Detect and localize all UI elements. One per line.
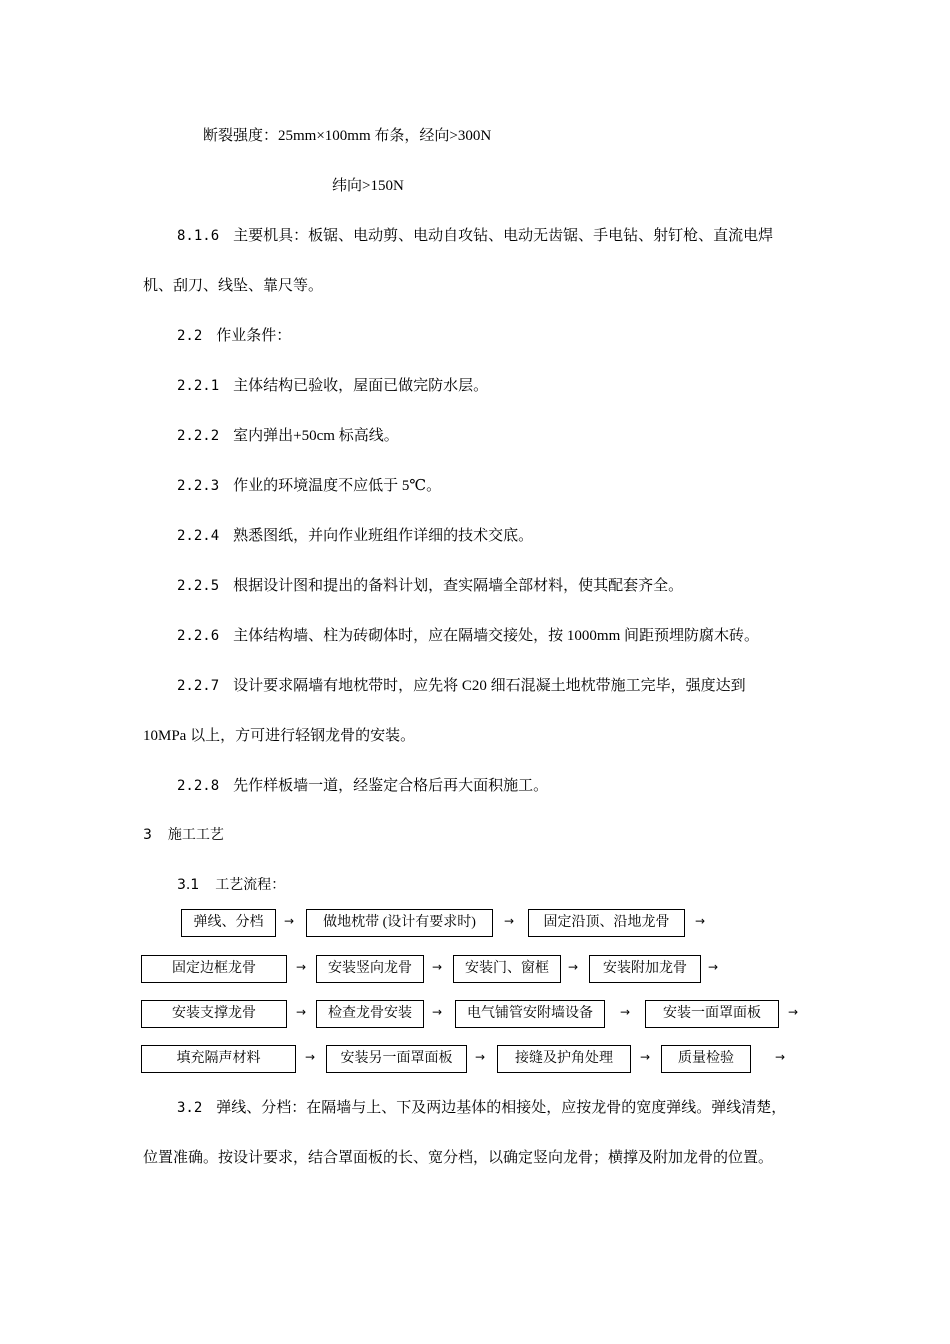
flow-step-4: 固定边框龙骨 xyxy=(141,955,287,983)
section-number: 2.2.3 xyxy=(177,478,220,494)
line-text: 弹线、分档：在隔墙与上、下及两边基体的相接处，应按龙骨的宽度弹线。弹线清楚， xyxy=(216,1100,787,1116)
line-text: 熟悉图纸，并向作业班组作详细的技术交底。 xyxy=(233,528,534,544)
section-number: 2.2.5 xyxy=(177,578,220,594)
section-number: 2.2.6 xyxy=(177,628,220,644)
line-text: 设计要求隔墙有地枕带时，应先将 C20 细石混凝土地枕带施工完毕，强度达到 xyxy=(233,678,746,694)
flow-step-2: 做地枕带 (设计有要求时) xyxy=(306,909,493,937)
line-text: 室内弹出+50cm 标高线。 xyxy=(233,428,399,444)
section-2-2 xyxy=(177,326,291,346)
section-8-1-6 xyxy=(177,226,773,246)
weft-strength-line xyxy=(332,176,404,196)
arrow-icon: → xyxy=(640,1050,651,1064)
section-3-2-continued xyxy=(143,1148,773,1168)
section-number: 3.2 xyxy=(177,1100,203,1116)
flow-step-7: 安装附加龙骨 xyxy=(589,955,701,983)
arrow-icon: → xyxy=(504,914,515,928)
flow-step-6: 安装门、窗框 xyxy=(453,955,561,983)
section-3-heading xyxy=(143,825,224,845)
arrow-icon: → xyxy=(284,914,295,928)
arrow-icon: → xyxy=(708,960,719,974)
section-number: 2.2.2 xyxy=(177,428,220,444)
arrow-icon: → xyxy=(432,960,443,974)
section-number: 2.2.7 xyxy=(177,678,220,694)
line-text: 机、刮刀、线坠、靠尺等。 xyxy=(143,278,324,294)
arrow-icon: → xyxy=(775,1050,786,1064)
arrow-icon: → xyxy=(305,1050,316,1064)
section-2-2-3 xyxy=(177,476,441,496)
flow-step-9: 检查龙骨安装 xyxy=(316,1000,424,1028)
line-text: 10MPa 以上，方可进行轻钢龙骨的安装。 xyxy=(143,728,416,744)
section-number: 8.1.6 xyxy=(177,228,220,244)
heading-text: 施工工艺 xyxy=(167,827,224,843)
section-2-2-2 xyxy=(177,426,399,446)
flow-step-10: 电气铺管安附墙设备 xyxy=(455,1000,605,1028)
arrow-icon: → xyxy=(695,914,706,928)
section-number: 2.2.8 xyxy=(177,778,220,794)
line-text: 主体结构已验收，屋面已做完防水层。 xyxy=(233,378,489,394)
line-text: 断裂强度：25mm×100mm 布条，经向>300N xyxy=(203,128,492,144)
tensile-strength-line xyxy=(203,126,491,146)
line-text: 纬向>150N xyxy=(332,178,404,194)
arrow-icon: → xyxy=(620,1005,631,1019)
arrow-icon: → xyxy=(432,1005,443,1019)
line-text: 根据设计图和提出的备料计划，查实隔墙全部材料，使其配套齐全。 xyxy=(233,578,684,594)
section-number: 3 xyxy=(143,827,152,843)
arrow-icon: → xyxy=(475,1050,486,1064)
section-2-2-4 xyxy=(177,526,533,546)
section-3-1 xyxy=(177,875,285,895)
section-8-1-6-continued xyxy=(143,276,323,296)
section-2-2-7 xyxy=(177,676,746,696)
line-text: 作业的环境温度不应低于 5℃。 xyxy=(233,478,442,494)
line-text: 作业条件： xyxy=(216,328,292,344)
flow-step-3: 固定沿顶、沿地龙骨 xyxy=(528,909,685,937)
section-number: 2.2.4 xyxy=(177,528,220,544)
section-2-2-5 xyxy=(177,576,683,596)
section-number: 3.1 xyxy=(177,877,200,893)
flow-step-13: 安装另一面罩面板 xyxy=(326,1045,467,1073)
flow-step-12: 填充隔声材料 xyxy=(141,1045,296,1073)
section-2-2-7-continued xyxy=(143,726,415,746)
section-number: 2.2.1 xyxy=(177,378,220,394)
arrow-icon: → xyxy=(296,960,307,974)
line-text: 主体结构墙、柱为砖砌体时，应在隔墙交接处，按 1000mm 间距预埋防腐木砖。 xyxy=(233,628,759,644)
line-text: 先作样板墙一道，经鉴定合格后再大面积施工。 xyxy=(233,778,549,794)
arrow-icon: → xyxy=(568,960,579,974)
section-2-2-1 xyxy=(177,376,488,396)
section-2-2-6 xyxy=(177,626,759,646)
section-number: 2.2 xyxy=(177,328,203,344)
flow-step-15: 质量检验 xyxy=(661,1045,751,1073)
line-text: 主要机具：板锯、电动剪、电动自攻钻、电动无齿锯、手电钻、射钉枪、直流电焊 xyxy=(233,228,774,244)
arrow-icon: → xyxy=(788,1005,799,1019)
flow-step-1: 弹线、分档 xyxy=(181,909,276,937)
section-3-2 xyxy=(177,1098,786,1118)
flow-step-14: 接缝及护角处理 xyxy=(497,1045,631,1073)
line-text: 工艺流程： xyxy=(215,877,286,893)
line-text: 位置准确。按设计要求，结合罩面板的长、宽分档，以确定竖向龙骨；横撑及附加龙骨的位置。 xyxy=(143,1150,774,1166)
arrow-icon: → xyxy=(296,1005,307,1019)
flow-step-11: 安装一面罩面板 xyxy=(645,1000,779,1028)
flow-step-8: 安装支撑龙骨 xyxy=(141,1000,287,1028)
flow-step-5: 安装竖向龙骨 xyxy=(316,955,424,983)
section-2-2-8 xyxy=(177,776,548,796)
